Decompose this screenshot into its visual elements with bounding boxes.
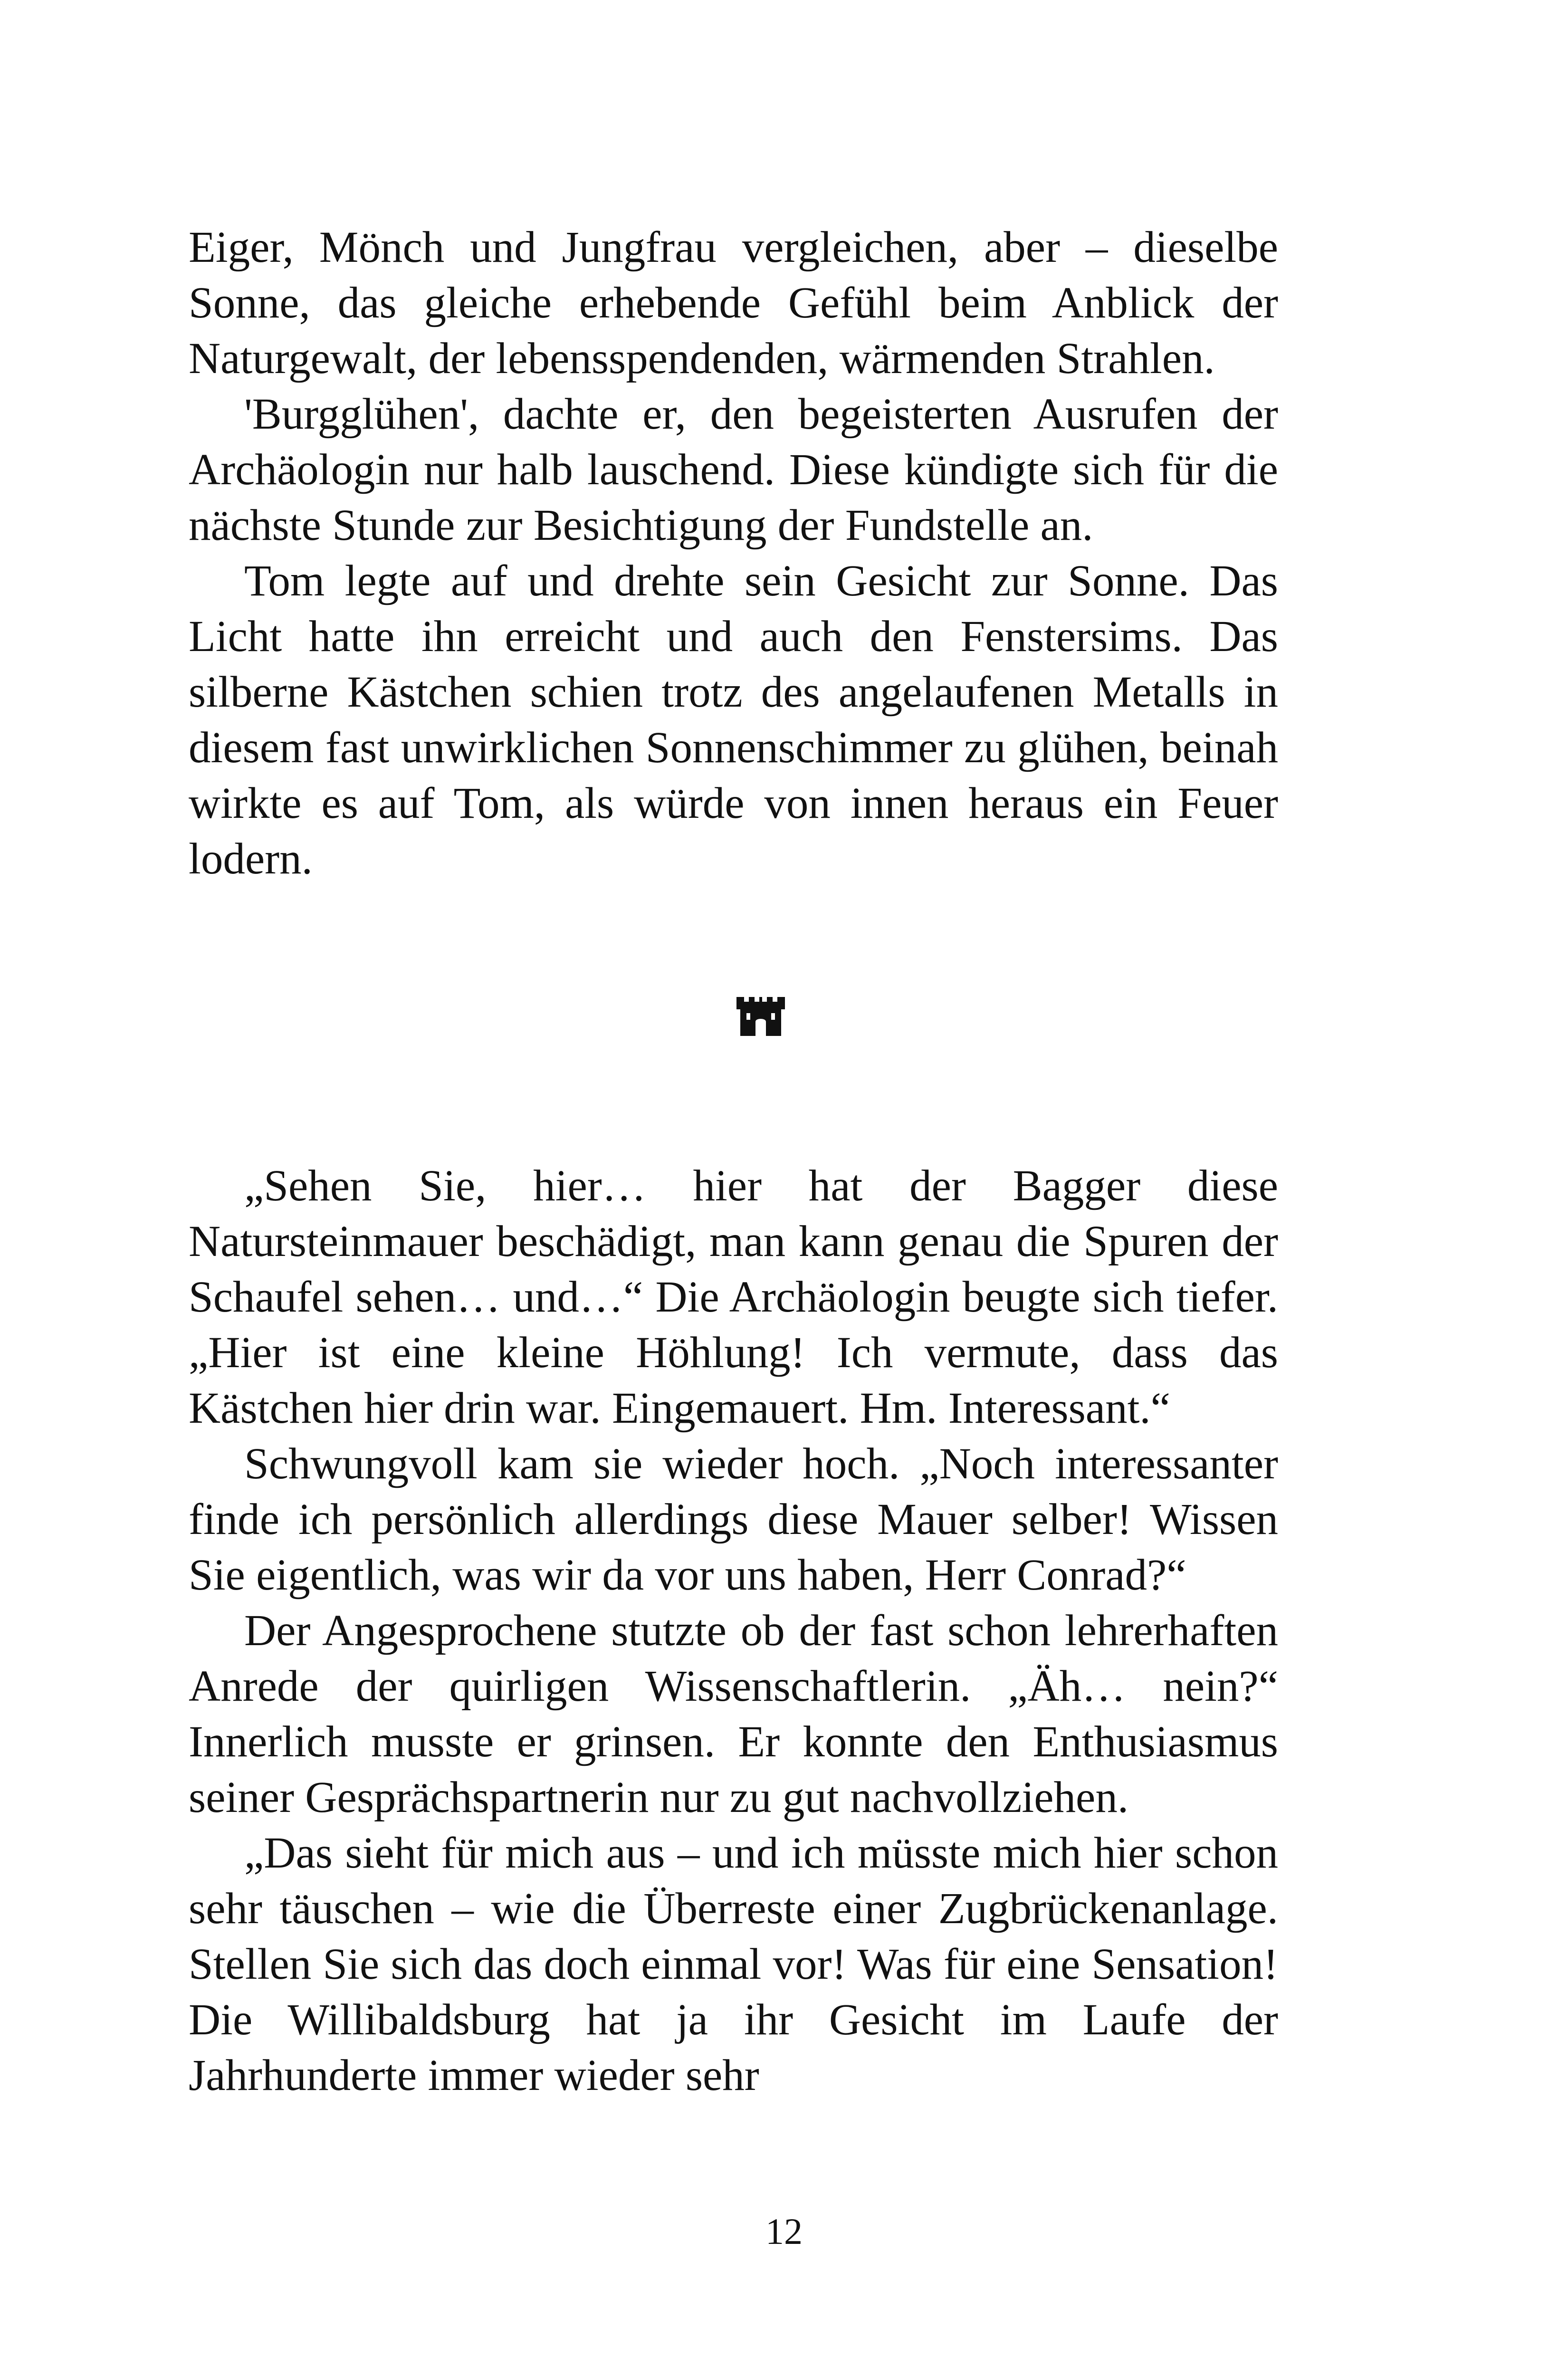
page-number: 12 <box>765 2211 803 2252</box>
paragraph: „Das sieht für mich aus – und ich müsste mich hier schon sehr täuschen – wie die Überreste einer Zugbrückenanlage. Stellen Sie sich das doch einmal vor! Was für eine Sensation! Die Willibaldsburg hat ja ihr Gesicht im Laufe der Jahrhunderte immer wieder sehr <box>189 1829 1278 2100</box>
paragraph: Schwungvoll kam sie wieder hoch. „Noch interessanter finde ich persönlich allerdings diese Mauer selber! Wissen Sie eigentlich, was wir da vor uns haben, Herr Conrad?“ <box>189 1439 1278 1600</box>
text-section-bottom <box>189 1158 1278 2103</box>
paragraph: Eiger, Mönch und Jungfrau vergleichen, aber – dieselbe Sonne, das gleiche erhebende Gefühl beim Anblick der Naturgewalt, der lebensspendenden, wärmenden Strahlen. <box>189 223 1278 383</box>
castle-tower-icon <box>736 997 786 1036</box>
paragraph: Tom legte auf und drehte sein Gesicht zur Sonne. Das Licht hatte ihn erreicht und auch den Fenstersims. Das silberne Kästchen schien trotz des angelaufenen Metalls in diesem fast unwirklichen Sonnenschimmer zu glühen, beinah wirkte es auf Tom, als würde von innen heraus ein Feuer lodern. <box>189 556 1278 883</box>
text-section-top <box>189 220 1278 887</box>
paragraph: Der Angesprochene stutzte ob der fast schon lehrerhaften Anrede der quirligen Wissenschaftlerin. „Äh… nein?“ Innerlich musste er grinsen. Er konnte den Enthusiasmus seiner Gesprächspartnerin nur zu gut nachvollziehen. <box>189 1606 1278 1822</box>
paragraph: 'Burgglühen', dachte er, den begeisterten Ausrufen der Archäologin nur halb lauschend. Diese kündigte sich für die nächste Stunde zur Besichtigung der Fundstelle an. <box>189 390 1278 550</box>
paragraph: „Sehen Sie, hier… hier hat der Bagger diese Natursteinmauer beschädigt, man kann genau die Spuren der Schaufel sehen… und…“ Die Archäologin beugte sich tiefer. „Hier ist eine kleine Höhlung! Ich vermute, dass das Kästchen hier drin war. Eingemauert. Hm. Interessant.“ <box>189 1161 1278 1433</box>
